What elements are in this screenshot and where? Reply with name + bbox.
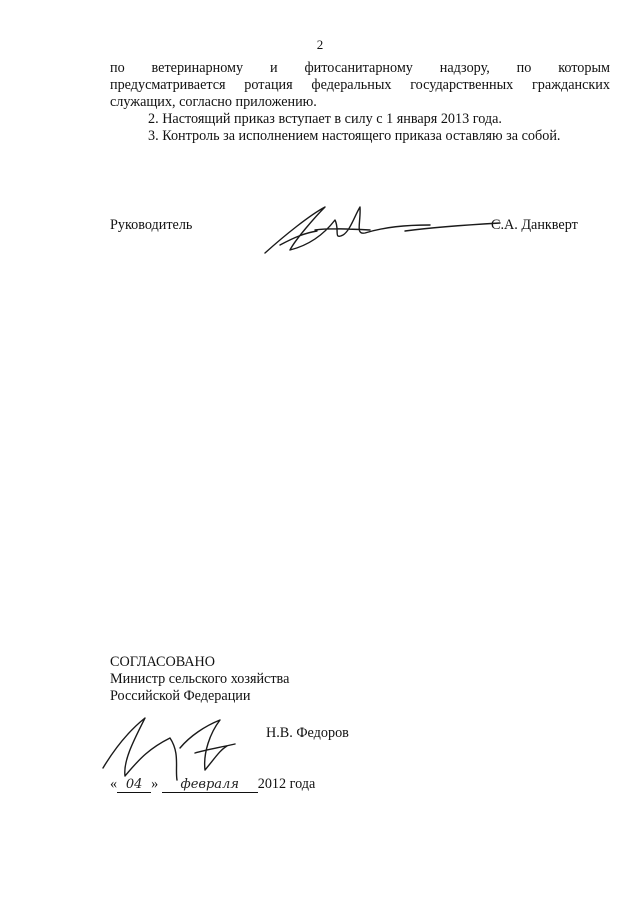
signatory-name: С.А. Данкверт bbox=[491, 217, 578, 233]
body-text bbox=[110, 60, 610, 145]
date-close-quote: » bbox=[151, 776, 159, 792]
approval-position: Министр сельского хозяйства bbox=[110, 671, 290, 687]
approval-position-2: Российской Федерации bbox=[110, 688, 251, 704]
item-2: 2. Настоящий приказ вступает в силу с 1 января 2013 года. bbox=[148, 111, 502, 127]
date-month: февраля bbox=[162, 777, 258, 793]
approval-date bbox=[110, 776, 315, 793]
page-number: 2 bbox=[316, 37, 324, 52]
signatory-title: Руководитель bbox=[110, 217, 193, 233]
signature-dankvert bbox=[255, 195, 505, 265]
approval-heading: СОГЛАСОВАНО bbox=[110, 654, 216, 670]
paragraph-line: служащих, согласно приложению. bbox=[110, 94, 317, 110]
approval-block bbox=[110, 654, 289, 705]
paragraph-line: предусматривается ротация федеральных государственных гражданских bbox=[110, 77, 610, 93]
date-open-quote: « bbox=[110, 776, 118, 792]
date-year: 2012 года bbox=[257, 776, 316, 792]
item-3: 3. Контроль за исполнением настоящего приказа оставляю за собой. bbox=[148, 128, 561, 144]
paragraph-line: по ветеринарному и фитосанитарному надзору, по которым bbox=[110, 60, 610, 76]
approver-name: Н.В. Федоров bbox=[266, 725, 349, 741]
date-day: 04 bbox=[117, 777, 151, 793]
